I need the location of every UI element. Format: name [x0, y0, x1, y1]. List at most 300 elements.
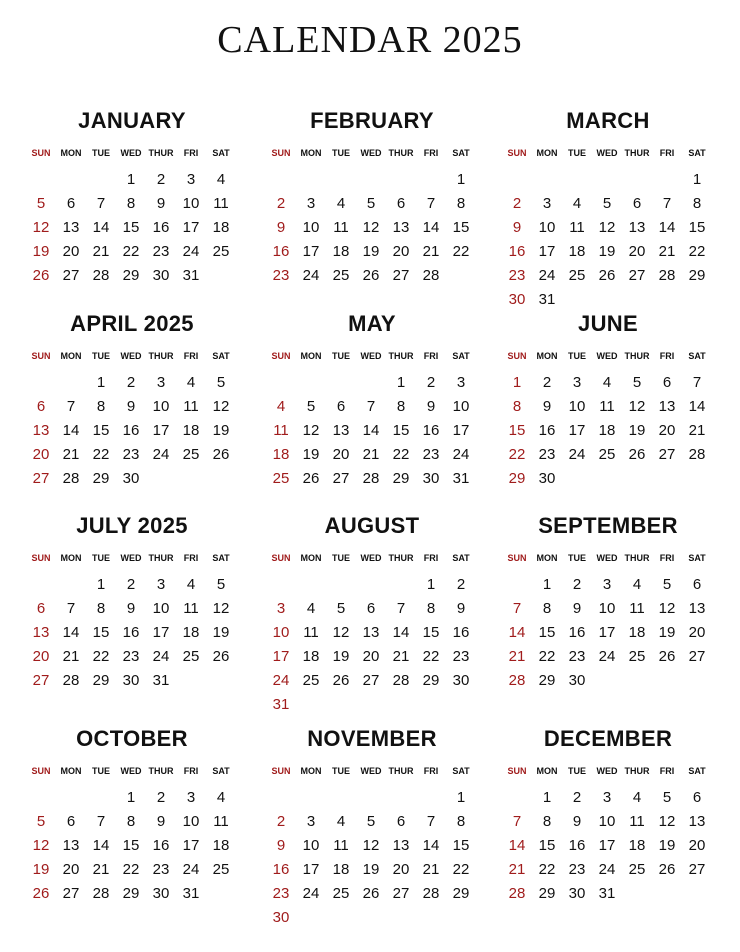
day-grid — [502, 371, 714, 491]
weekday-label: SUN — [31, 553, 51, 563]
weekday-label: FRI — [183, 766, 199, 776]
weekday-label: SAT — [688, 351, 706, 361]
empty-cell — [56, 371, 86, 395]
weekday-label: SUN — [31, 148, 51, 158]
day-cell: 27 — [688, 648, 706, 665]
weekday-label: SAT — [212, 148, 230, 158]
weekday-label: TUE — [92, 351, 110, 361]
day-cell: 25 — [628, 648, 646, 665]
day-cell: 11 — [599, 398, 615, 415]
weekday-label: SAT — [212, 553, 230, 563]
month-block — [26, 309, 238, 491]
day-cell: 22 — [538, 648, 556, 665]
day-cell: 31 — [452, 470, 470, 487]
day-cell: 8 — [456, 813, 466, 830]
day-cell: 20 — [628, 243, 646, 260]
empty-cell — [356, 786, 386, 810]
month-block — [266, 106, 478, 288]
empty-cell — [86, 786, 116, 810]
empty-cell — [592, 168, 622, 192]
weekday-label: TUE — [332, 553, 350, 563]
weekday-label: THUR — [388, 351, 414, 361]
month-name: FEBRUARY — [310, 108, 434, 133]
day-cell: 14 — [92, 219, 110, 236]
day-cell: 13 — [628, 219, 646, 236]
day-cell: 23 — [152, 243, 170, 260]
weekday-label: THUR — [388, 553, 414, 563]
weekday-label: SUN — [271, 553, 291, 563]
day-cell: 1 — [456, 789, 466, 806]
day-cell: 8 — [542, 813, 552, 830]
day-cell: 15 — [538, 624, 556, 641]
day-cell: 1 — [126, 171, 136, 188]
day-cell: 12 — [32, 219, 50, 236]
weekday-header — [266, 146, 478, 160]
day-grid — [266, 573, 478, 717]
month-name: NOVEMBER — [307, 726, 437, 751]
day-cell: 28 — [658, 267, 676, 284]
weekday-label: FRI — [183, 148, 199, 158]
day-cell: 30 — [568, 885, 586, 902]
day-cell: 6 — [36, 600, 46, 617]
day-cell: 22 — [452, 243, 470, 260]
weekday-label: MON — [536, 553, 558, 563]
weekday-header — [266, 764, 478, 778]
day-cell: 2 — [456, 576, 466, 593]
day-cell: 26 — [658, 648, 676, 665]
day-cell: 28 — [422, 267, 440, 284]
day-cell: 23 — [452, 648, 470, 665]
empty-cell — [326, 786, 356, 810]
day-cell: 19 — [362, 243, 380, 260]
day-cell: 10 — [538, 219, 556, 236]
weekday-header — [266, 551, 478, 565]
day-cell: 21 — [362, 446, 380, 463]
day-grid — [26, 371, 238, 491]
month-name: APRIL 2025 — [70, 311, 194, 336]
empty-cell — [502, 786, 532, 810]
weekday-label: FRI — [183, 351, 199, 361]
day-cell: 21 — [658, 243, 676, 260]
day-cell: 8 — [126, 195, 136, 212]
day-cell: 15 — [422, 624, 440, 641]
day-cell: 28 — [92, 885, 110, 902]
day-cell: 5 — [602, 195, 612, 212]
day-cell: 11 — [303, 624, 319, 641]
day-cell: 9 — [276, 219, 286, 236]
day-cell: 8 — [512, 398, 522, 415]
day-cell: 18 — [332, 861, 350, 878]
weekday-label: MON — [300, 766, 322, 776]
day-grid — [26, 786, 238, 906]
weekday-header — [502, 764, 714, 778]
month-name: JUNE — [578, 311, 638, 336]
day-cell: 2 — [126, 374, 136, 391]
month-name: MAY — [348, 311, 396, 336]
day-cell: 16 — [568, 837, 586, 854]
day-cell: 7 — [96, 195, 106, 212]
day-cell: 24 — [598, 861, 616, 878]
weekday-header — [502, 146, 714, 160]
weekday-label: TUE — [332, 766, 350, 776]
day-cell: 30 — [538, 470, 556, 487]
weekday-label: TUE — [92, 766, 110, 776]
weekday-label: FRI — [423, 148, 439, 158]
day-cell: 12 — [32, 837, 50, 854]
day-cell: 2 — [276, 813, 286, 830]
weekday-label: MON — [300, 351, 322, 361]
day-cell: 14 — [362, 422, 380, 439]
month-name: OCTOBER — [76, 726, 188, 751]
day-cell: 21 — [92, 861, 110, 878]
weekday-label: WED — [360, 766, 382, 776]
day-cell: 22 — [422, 648, 440, 665]
day-cell: 24 — [598, 648, 616, 665]
day-cell: 28 — [392, 672, 410, 689]
day-cell: 17 — [182, 837, 200, 854]
month-block — [502, 106, 714, 312]
day-cell: 16 — [272, 243, 290, 260]
day-cell: 26 — [32, 885, 50, 902]
day-cell: 24 — [152, 446, 170, 463]
day-cell: 20 — [688, 837, 706, 854]
day-cell: 3 — [456, 374, 466, 391]
day-cell: 23 — [122, 446, 140, 463]
day-cell: 17 — [182, 219, 200, 236]
weekday-label: THUR — [624, 351, 650, 361]
day-cell: 14 — [422, 837, 440, 854]
day-grid — [502, 168, 714, 312]
day-cell: 28 — [508, 672, 526, 689]
day-cell: 9 — [572, 813, 582, 830]
day-cell: 5 — [662, 789, 672, 806]
weekday-label: MON — [60, 148, 82, 158]
day-cell: 25 — [212, 861, 230, 878]
day-cell: 18 — [212, 837, 230, 854]
day-cell: 20 — [62, 861, 80, 878]
day-cell: 6 — [336, 398, 346, 415]
day-cell: 1 — [692, 171, 702, 188]
weekday-header — [502, 551, 714, 565]
day-cell: 13 — [362, 624, 380, 641]
day-cell: 11 — [213, 195, 229, 212]
day-cell: 17 — [302, 243, 320, 260]
day-cell: 12 — [598, 219, 616, 236]
day-cell: 17 — [452, 422, 470, 439]
day-cell: 4 — [216, 789, 226, 806]
day-cell: 18 — [598, 422, 616, 439]
day-cell: 29 — [92, 672, 110, 689]
day-cell: 22 — [92, 446, 110, 463]
day-cell: 6 — [396, 195, 406, 212]
day-cell: 24 — [452, 446, 470, 463]
day-cell: 4 — [632, 576, 642, 593]
day-cell: 17 — [598, 837, 616, 854]
day-cell: 30 — [152, 267, 170, 284]
day-cell: 19 — [628, 422, 646, 439]
day-cell: 4 — [306, 600, 316, 617]
day-cell: 13 — [688, 600, 706, 617]
day-cell: 13 — [392, 837, 410, 854]
day-cell: 19 — [362, 861, 380, 878]
day-cell: 4 — [336, 195, 346, 212]
empty-cell — [326, 371, 356, 395]
day-cell: 17 — [152, 624, 170, 641]
day-cell: 22 — [452, 861, 470, 878]
weekday-label: MON — [300, 553, 322, 563]
weekday-header — [26, 764, 238, 778]
empty-cell — [416, 786, 446, 810]
day-cell: 26 — [658, 861, 676, 878]
day-cell: 9 — [512, 219, 522, 236]
day-cell: 31 — [182, 885, 200, 902]
month-name: JULY 2025 — [76, 513, 188, 538]
day-cell: 7 — [662, 195, 672, 212]
day-cell: 14 — [508, 624, 526, 641]
day-cell: 19 — [598, 243, 616, 260]
day-cell: 10 — [598, 600, 616, 617]
day-cell: 1 — [96, 576, 106, 593]
empty-cell — [502, 573, 532, 597]
day-cell: 20 — [688, 624, 706, 641]
day-cell: 27 — [332, 470, 350, 487]
day-cell: 15 — [508, 422, 526, 439]
day-cell: 22 — [688, 243, 706, 260]
day-cell: 28 — [362, 470, 380, 487]
day-cell: 29 — [688, 267, 706, 284]
day-cell: 23 — [568, 861, 586, 878]
empty-cell — [386, 573, 416, 597]
day-cell: 28 — [688, 446, 706, 463]
day-cell: 26 — [362, 885, 380, 902]
day-grid — [26, 573, 238, 693]
day-cell: 3 — [306, 195, 316, 212]
day-cell: 27 — [362, 672, 380, 689]
day-cell: 11 — [629, 600, 645, 617]
day-grid — [266, 786, 478, 930]
day-cell: 30 — [508, 291, 526, 308]
day-cell: 30 — [422, 470, 440, 487]
day-cell: 8 — [426, 600, 436, 617]
day-cell: 1 — [456, 171, 466, 188]
day-cell: 22 — [508, 446, 526, 463]
day-cell: 6 — [66, 813, 76, 830]
weekday-label: FRI — [659, 553, 675, 563]
day-cell: 26 — [32, 267, 50, 284]
day-cell: 25 — [628, 861, 646, 878]
day-cell: 21 — [422, 243, 440, 260]
empty-cell — [266, 786, 296, 810]
empty-cell — [562, 168, 592, 192]
weekday-header — [26, 146, 238, 160]
day-cell: 13 — [32, 422, 50, 439]
empty-cell — [56, 786, 86, 810]
day-cell: 16 — [152, 219, 170, 236]
day-cell: 11 — [183, 398, 199, 415]
weekday-label: THUR — [388, 766, 414, 776]
day-grid — [266, 168, 478, 288]
day-cell: 28 — [508, 885, 526, 902]
day-cell: 14 — [688, 398, 706, 415]
day-cell: 25 — [568, 267, 586, 284]
day-cell: 4 — [216, 171, 226, 188]
day-cell: 26 — [212, 648, 230, 665]
day-cell: 20 — [332, 446, 350, 463]
day-cell: 13 — [688, 813, 706, 830]
weekday-label: SUN — [271, 766, 291, 776]
day-cell: 12 — [658, 600, 676, 617]
day-cell: 18 — [182, 624, 200, 641]
day-cell: 9 — [456, 600, 466, 617]
day-cell: 10 — [568, 398, 586, 415]
weekday-label: SAT — [212, 351, 230, 361]
day-cell: 15 — [452, 837, 470, 854]
day-cell: 11 — [273, 422, 289, 439]
day-cell: 31 — [538, 291, 556, 308]
day-cell: 20 — [32, 648, 50, 665]
day-cell: 7 — [66, 600, 76, 617]
day-cell: 25 — [212, 243, 230, 260]
day-cell: 9 — [156, 813, 166, 830]
day-cell: 29 — [392, 470, 410, 487]
weekday-label: THUR — [624, 766, 650, 776]
day-cell: 2 — [572, 789, 582, 806]
day-cell: 15 — [92, 422, 110, 439]
month-name: MARCH — [566, 108, 650, 133]
month-block — [502, 511, 714, 693]
day-cell: 16 — [122, 422, 140, 439]
day-cell: 13 — [62, 837, 80, 854]
day-cell: 7 — [512, 813, 522, 830]
day-cell: 11 — [333, 219, 349, 236]
day-cell: 15 — [688, 219, 706, 236]
day-cell: 11 — [213, 813, 229, 830]
day-cell: 9 — [426, 398, 436, 415]
day-cell: 6 — [396, 813, 406, 830]
day-cell: 21 — [62, 648, 80, 665]
day-cell: 8 — [692, 195, 702, 212]
weekday-label: MON — [536, 766, 558, 776]
day-cell: 20 — [362, 648, 380, 665]
day-cell: 16 — [122, 624, 140, 641]
day-cell: 18 — [182, 422, 200, 439]
day-cell: 20 — [392, 861, 410, 878]
weekday-label: FRI — [423, 766, 439, 776]
day-cell: 16 — [152, 837, 170, 854]
day-cell: 31 — [598, 885, 616, 902]
day-cell: 23 — [568, 648, 586, 665]
day-cell: 16 — [538, 422, 556, 439]
empty-cell — [326, 573, 356, 597]
empty-cell — [386, 168, 416, 192]
empty-cell — [416, 168, 446, 192]
day-cell: 7 — [396, 600, 406, 617]
weekday-label: TUE — [568, 351, 586, 361]
day-cell: 31 — [152, 672, 170, 689]
weekday-header — [26, 551, 238, 565]
day-cell: 24 — [538, 267, 556, 284]
day-cell: 10 — [598, 813, 616, 830]
day-cell: 29 — [452, 885, 470, 902]
day-cell: 1 — [126, 789, 136, 806]
day-cell: 28 — [62, 672, 80, 689]
weekday-label: SUN — [271, 351, 291, 361]
day-cell: 4 — [276, 398, 286, 415]
day-cell: 6 — [632, 195, 642, 212]
day-cell: 14 — [62, 422, 80, 439]
day-cell: 19 — [212, 624, 230, 641]
day-cell: 2 — [126, 576, 136, 593]
day-cell: 29 — [508, 470, 526, 487]
day-cell: 5 — [36, 813, 46, 830]
day-cell: 2 — [276, 195, 286, 212]
day-cell: 19 — [658, 624, 676, 641]
day-cell: 9 — [572, 600, 582, 617]
day-cell: 11 — [629, 813, 645, 830]
day-cell: 21 — [508, 648, 526, 665]
weekday-label: MON — [60, 766, 82, 776]
day-cell: 14 — [508, 837, 526, 854]
day-cell: 13 — [658, 398, 676, 415]
day-cell: 24 — [302, 267, 320, 284]
day-cell: 2 — [572, 576, 582, 593]
day-cell: 1 — [96, 374, 106, 391]
day-cell: 23 — [272, 885, 290, 902]
day-cell: 7 — [366, 398, 376, 415]
day-cell: 7 — [512, 600, 522, 617]
weekday-label: WED — [596, 351, 618, 361]
weekday-label: FRI — [659, 351, 675, 361]
empty-cell — [532, 168, 562, 192]
month-block — [266, 724, 478, 930]
day-cell: 12 — [362, 219, 380, 236]
day-cell: 10 — [182, 195, 200, 212]
day-cell: 7 — [96, 813, 106, 830]
weekday-label: TUE — [568, 148, 586, 158]
day-cell: 17 — [302, 861, 320, 878]
day-cell: 27 — [392, 267, 410, 284]
weekday-label: FRI — [423, 553, 439, 563]
weekday-label: SAT — [688, 766, 706, 776]
empty-cell — [26, 573, 56, 597]
day-cell: 25 — [332, 267, 350, 284]
day-cell: 2 — [156, 789, 166, 806]
weekday-header — [502, 349, 714, 363]
day-cell: 12 — [658, 813, 676, 830]
day-cell: 9 — [156, 195, 166, 212]
day-cell: 3 — [156, 374, 166, 391]
day-cell: 27 — [62, 267, 80, 284]
day-cell: 23 — [122, 648, 140, 665]
day-cell: 30 — [272, 909, 290, 926]
empty-cell — [386, 786, 416, 810]
weekday-label: WED — [360, 553, 382, 563]
empty-cell — [296, 371, 326, 395]
day-cell: 24 — [272, 672, 290, 689]
day-cell: 27 — [62, 885, 80, 902]
day-cell: 10 — [302, 219, 320, 236]
day-cell: 4 — [572, 195, 582, 212]
day-cell: 15 — [538, 837, 556, 854]
day-cell: 21 — [688, 422, 706, 439]
empty-cell — [622, 168, 652, 192]
weekday-label: WED — [360, 148, 382, 158]
day-cell: 23 — [538, 446, 556, 463]
empty-cell — [266, 573, 296, 597]
day-cell: 30 — [122, 470, 140, 487]
empty-cell — [266, 371, 296, 395]
day-cell: 21 — [422, 861, 440, 878]
